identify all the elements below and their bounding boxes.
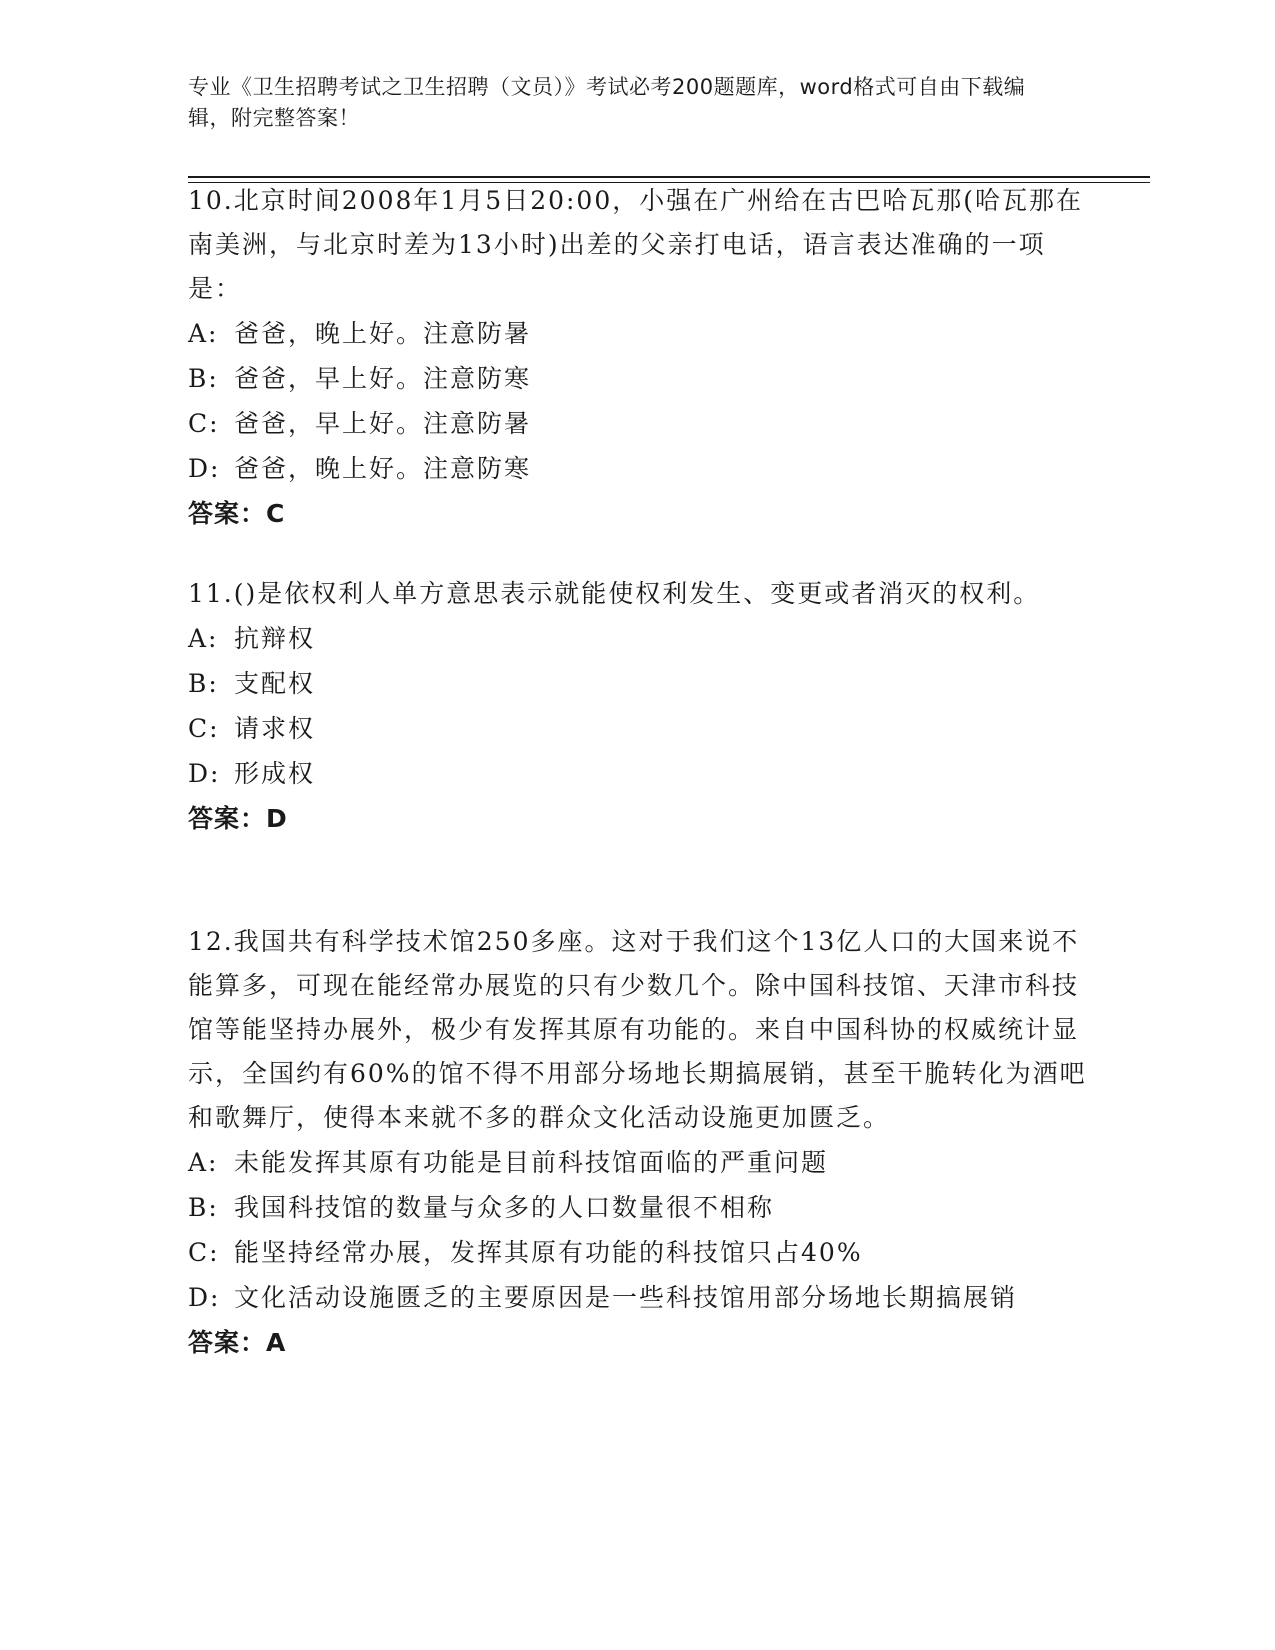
option-key: A: — [188, 1148, 219, 1177]
option-text: 抗辩权 — [234, 624, 316, 653]
option-text: 文化活动设施匮乏的主要原因是一些科技馆用部分场地长期搞展销 — [234, 1283, 1018, 1312]
question-text: 10.北京时间2008年1月5日20:00，小强在广州给在古巴哈瓦那(哈瓦那在南美洲，与北京时差为13小时)出差的父亲打电话，语言表达准确的一项是： — [188, 186, 1083, 303]
option-b — [188, 356, 1088, 401]
option-text: 我国科技馆的数量与众多的人口数量很不相称 — [234, 1193, 775, 1222]
question-12 — [188, 920, 1088, 1366]
option-key: D: — [188, 1283, 221, 1312]
option-a — [188, 1140, 1088, 1185]
option-key: C: — [188, 409, 220, 438]
option-b — [188, 661, 1088, 706]
option-c — [188, 401, 1088, 446]
option-text: 爸爸，早上好。注意防暑 — [234, 409, 532, 438]
option-c — [188, 706, 1088, 751]
option-a — [188, 616, 1088, 661]
option-key: C: — [188, 714, 220, 743]
header-rule-thick — [188, 176, 1150, 178]
option-d — [188, 751, 1088, 796]
option-text: 爸爸，晚上好。注意防暑 — [234, 319, 532, 348]
option-text: 支配权 — [234, 669, 316, 698]
option-d — [188, 446, 1088, 491]
question-11 — [188, 572, 1088, 842]
option-key: A: — [188, 319, 219, 348]
option-key: A: — [188, 624, 219, 653]
answer-label: 答案：A — [188, 1328, 287, 1357]
option-key: B: — [188, 1193, 219, 1222]
answer-label: 答案：D — [188, 804, 288, 833]
option-d — [188, 1275, 1088, 1320]
question-10 — [188, 179, 1088, 537]
option-text: 爸爸，晚上好。注意防寒 — [234, 454, 532, 483]
option-c — [188, 1230, 1088, 1275]
option-text: 爸爸，早上好。注意防寒 — [234, 364, 532, 393]
option-text: 未能发挥其原有功能是目前科技馆面临的严重问题 — [234, 1148, 829, 1177]
question-text: 11.()是依权利人单方意思表示就能使权利发生、变更或者消灭的权利。 — [188, 579, 1041, 608]
option-key: B: — [188, 669, 219, 698]
option-text: 能坚持经常办展，发挥其原有功能的科技馆只占40% — [234, 1238, 863, 1267]
question-text: 12.我国共有科学技术馆250多座。这对于我们这个13亿人口的大国来说不能算多，可现在能经常办展览的只有少数几个。除中国科技馆、天津市科技馆等能坚持办展外，极少有发挥其原有功能的。来自中国科协的权威统计显示，全国约有60%的馆不得不用部分场地长期搞展销，甚至干脆转化为酒吧和歌舞厅，使得本来就不多的群众文化活动设施更加匮乏。 — [188, 927, 1087, 1132]
option-a — [188, 311, 1088, 356]
option-key: D: — [188, 759, 221, 788]
option-text: 请求权 — [234, 714, 316, 743]
option-text: 形成权 — [234, 759, 316, 788]
option-key: D: — [188, 454, 221, 483]
option-key: C: — [188, 1238, 220, 1267]
option-b — [188, 1185, 1088, 1230]
option-key: B: — [188, 364, 219, 393]
document-header: 专业《卫生招聘考试之卫生招聘（文员）》考试必考200题题库，word格式可自由下载编辑，附完整答案！ — [188, 75, 1026, 130]
answer-label: 答案：C — [188, 499, 286, 528]
